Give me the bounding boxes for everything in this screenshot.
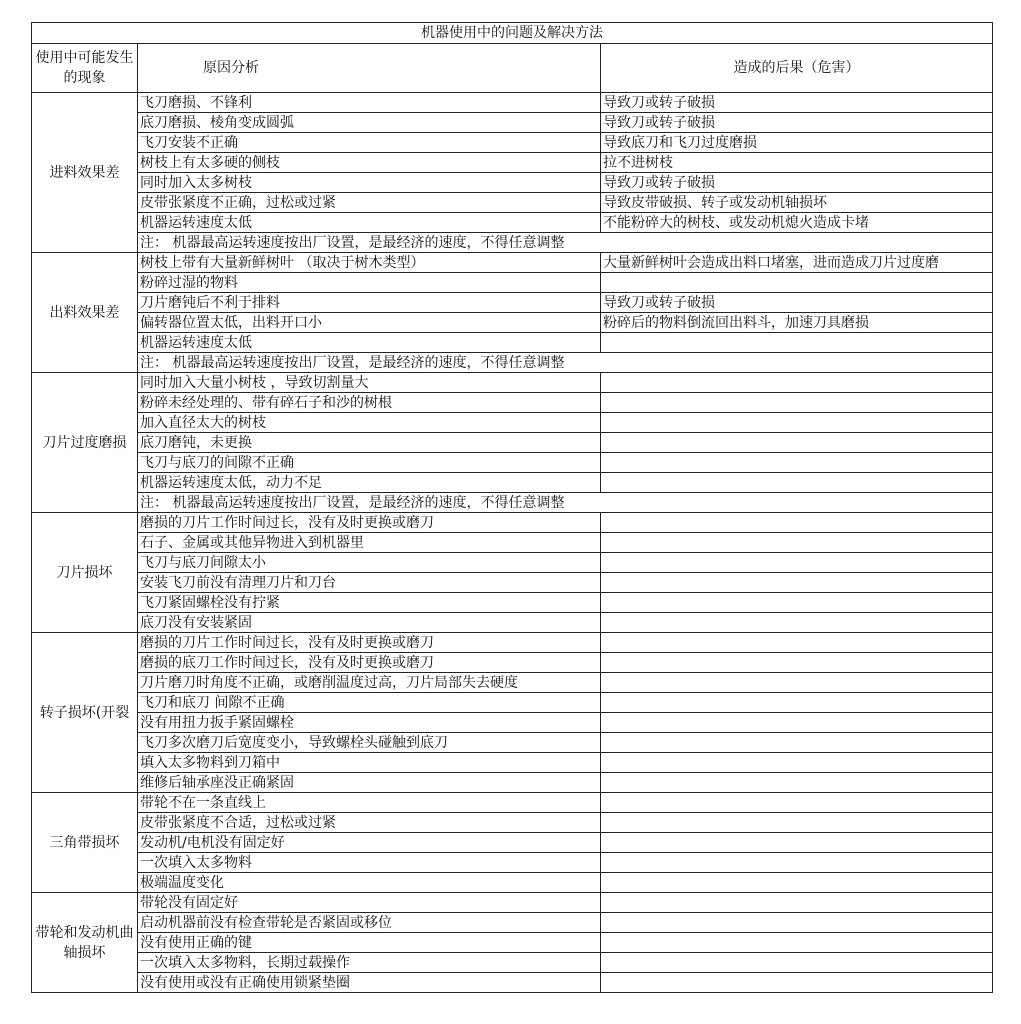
cause-cell: 飞刀紧固螺栓没有拧紧 [138,593,601,613]
consequence-cell [601,553,993,573]
note-row [32,233,993,253]
title-row [32,23,993,44]
consequence-cell [601,273,993,293]
cause-cell: 皮带张紧度不正确，过松或过紧 [138,193,601,213]
table-row [32,913,993,933]
note-cell: 注： 机器最高运转速度按出厂设置，是最经济的速度，不得任意调整 [138,493,993,513]
consequence-cell: 导致皮带破损、转子或发动机轴损坏 [601,193,993,213]
cause-cell: 飞刀与底刀的间隙不正确 [138,453,601,473]
table-row [32,133,993,153]
consequence-cell [601,893,993,913]
table-row [32,93,993,113]
table-row [32,413,993,433]
table-row [32,273,993,293]
consequence-cell [601,853,993,873]
consequence-cell: 导致刀或转子破损 [601,293,993,313]
consequence-cell: 导致刀或转子破损 [601,113,993,133]
consequence-cell [601,413,993,433]
table-row [32,633,993,653]
consequence-cell [601,773,993,793]
cause-cell: 磨损的刀片工作时间过长，没有及时更换或磨刀 [138,513,601,533]
table-row [32,753,993,773]
cause-cell: 飞刀与底刀间隙太小 [138,553,601,573]
problem-table-sheet [31,22,992,992]
consequence-cell [601,393,993,413]
consequence-cell [601,933,993,953]
cause-cell: 刀片磨刀时角度不正确，或磨削温度过高，刀片局部失去硬度 [138,673,601,693]
table-row [32,473,993,493]
consequence-cell [601,753,993,773]
consequence-cell [601,633,993,653]
consequence-cell [601,953,993,973]
table-row [32,553,993,573]
header-row [32,44,993,93]
consequence-cell [601,733,993,753]
cause-cell: 机器运转速度太低，动力不足 [138,473,601,493]
phenomenon-cell: 刀片损坏 [32,513,138,633]
table-row [32,933,993,953]
cause-cell: 飞刀安装不正确 [138,133,601,153]
table-row [32,533,993,553]
table-row [32,453,993,473]
table-row [32,613,993,633]
table-row [32,773,993,793]
cause-cell: 偏转器位置太低，出料开口小 [138,313,601,333]
cause-cell: 机器运转速度太低 [138,333,601,353]
note-cell: 注： 机器最高运转速度按出厂设置，是最经济的速度，不得任意调整 [138,353,993,373]
consequence-cell [601,473,993,493]
cause-cell: 飞刀多次磨刀后宽度变小，导致螺栓头碰触到底刀 [138,733,601,753]
table-row [32,953,993,973]
table-row [32,973,993,993]
consequence-cell: 拉不进树枝 [601,153,993,173]
header-consequence: 造成的后果（危害） [601,44,993,93]
phenomenon-cell: 进料效果差 [32,93,138,253]
table-row [32,793,993,813]
cause-cell: 维修后轴承座没正确紧固 [138,773,601,793]
problem-table-body [32,23,993,993]
consequence-cell [601,913,993,933]
phenomenon-cell: 刀片过度磨损 [32,373,138,513]
consequence-cell [601,653,993,673]
phenomenon-cell: 出料效果差 [32,253,138,373]
consequence-cell [601,593,993,613]
table-row [32,653,993,673]
consequence-cell: 导致刀或转子破损 [601,93,993,113]
table-row [32,513,993,533]
table-row [32,213,993,233]
consequence-cell [601,793,993,813]
table-row [32,393,993,413]
consequence-cell [601,573,993,593]
table-row [32,153,993,173]
table-row [32,893,993,913]
cause-cell: 磨损的刀片工作时间过长，没有及时更换或磨刀 [138,633,601,653]
table-row [32,113,993,133]
cause-cell: 粉碎过湿的物料 [138,273,601,293]
table-row [32,713,993,733]
consequence-cell: 大量新鲜树叶会造成出料口堵塞，进而造成刀片过度磨 [601,253,993,273]
cause-cell: 飞刀磨损、不锋利 [138,93,601,113]
note-cell: 注： 机器最高运转速度按出厂设置，是最经济的速度，不得任意调整 [138,233,993,253]
table-row [32,873,993,893]
cause-cell: 极端温度变化 [138,873,601,893]
table-row [32,673,993,693]
table-row [32,253,993,273]
consequence-cell [601,833,993,853]
table-row [32,733,993,753]
phenomenon-cell: 三角带损坏 [32,793,138,893]
consequence-cell: 导致刀或转子破损 [601,173,993,193]
consequence-cell [601,613,993,633]
cause-cell: 一次填入太多物料 [138,853,601,873]
cause-cell: 底刀没有安装紧固 [138,613,601,633]
note-row [32,493,993,513]
cause-cell: 带轮不在一条直线上 [138,793,601,813]
cause-cell: 皮带张紧度不合适，过松或过紧 [138,813,601,833]
cause-cell: 树枝上有太多硬的侧枝 [138,153,601,173]
consequence-cell [601,813,993,833]
cause-cell: 没有用扭力扳手紧固螺栓 [138,713,601,733]
cause-cell: 飞刀和底刀 间隙不正确 [138,693,601,713]
header-cause: 原因分析 [138,44,601,93]
cause-cell: 底刀磨损、棱角变成圆弧 [138,113,601,133]
table-row [32,813,993,833]
consequence-cell [601,973,993,993]
cause-cell: 同时加入大量小树枝 ，导致切割量大 [138,373,601,393]
table-row [32,313,993,333]
table-row [32,573,993,593]
consequence-cell [601,693,993,713]
phenomenon-cell: 带轮和发动机曲轴损坏 [32,893,138,993]
consequence-cell [601,713,993,733]
cause-cell: 填入太多物料到刀箱中 [138,753,601,773]
cause-cell: 底刀磨钝，未更换 [138,433,601,453]
consequence-cell: 粉碎后的物料倒流回出料斗，加速刀具磨损 [601,313,993,333]
cause-cell: 一次填入太多物料，长期过载操作 [138,953,601,973]
cause-cell: 发动机/电机没有固定好 [138,833,601,853]
cause-cell: 启动机器前没有检查带轮是否紧固或移位 [138,913,601,933]
consequence-cell [601,333,993,353]
cause-cell: 加入直径太大的树枝 [138,413,601,433]
consequence-cell [601,433,993,453]
consequence-cell [601,513,993,533]
consequence-cell [601,453,993,473]
header-phenomenon: 使用中可能发生的现象 [32,44,138,93]
cause-cell: 石子、金属或其他异物进入到机器里 [138,533,601,553]
cause-cell: 树枝上带有大量新鲜树叶 （取决于树木类型） [138,253,601,273]
table-title: 机器使用中的问题及解决方法 [32,23,993,44]
cause-cell: 没有使用或没有正确使用锁紧垫圈 [138,973,601,993]
table-row [32,693,993,713]
cause-cell: 粉碎未经处理的、带有碎石子和沙的树根 [138,393,601,413]
consequence-cell [601,673,993,693]
table-row [32,193,993,213]
consequence-cell [601,533,993,553]
table-row [32,293,993,313]
cause-cell: 刀片磨钝后不利于排料 [138,293,601,313]
table-row [32,333,993,353]
note-row [32,353,993,373]
table-row [32,593,993,613]
problem-table [31,22,993,993]
table-row [32,173,993,193]
consequence-cell: 不能粉碎大的树枝、或发动机熄火造成卡堵 [601,213,993,233]
cause-cell: 磨损的底刀工作时间过长，没有及时更换或磨刀 [138,653,601,673]
table-row [32,373,993,393]
consequence-cell: 导致底刀和飞刀过度磨损 [601,133,993,153]
cause-cell: 安装飞刀前没有清理刀片和刀台 [138,573,601,593]
table-row [32,433,993,453]
cause-cell: 机器运转速度太低 [138,213,601,233]
cause-cell: 同时加入太多树枝 [138,173,601,193]
cause-cell: 没有使用正确的键 [138,933,601,953]
cause-cell: 带轮没有固定好 [138,893,601,913]
consequence-cell [601,373,993,393]
table-row [32,833,993,853]
consequence-cell [601,873,993,893]
phenomenon-cell: 转子损坏(开裂 [32,633,138,793]
table-row [32,853,993,873]
